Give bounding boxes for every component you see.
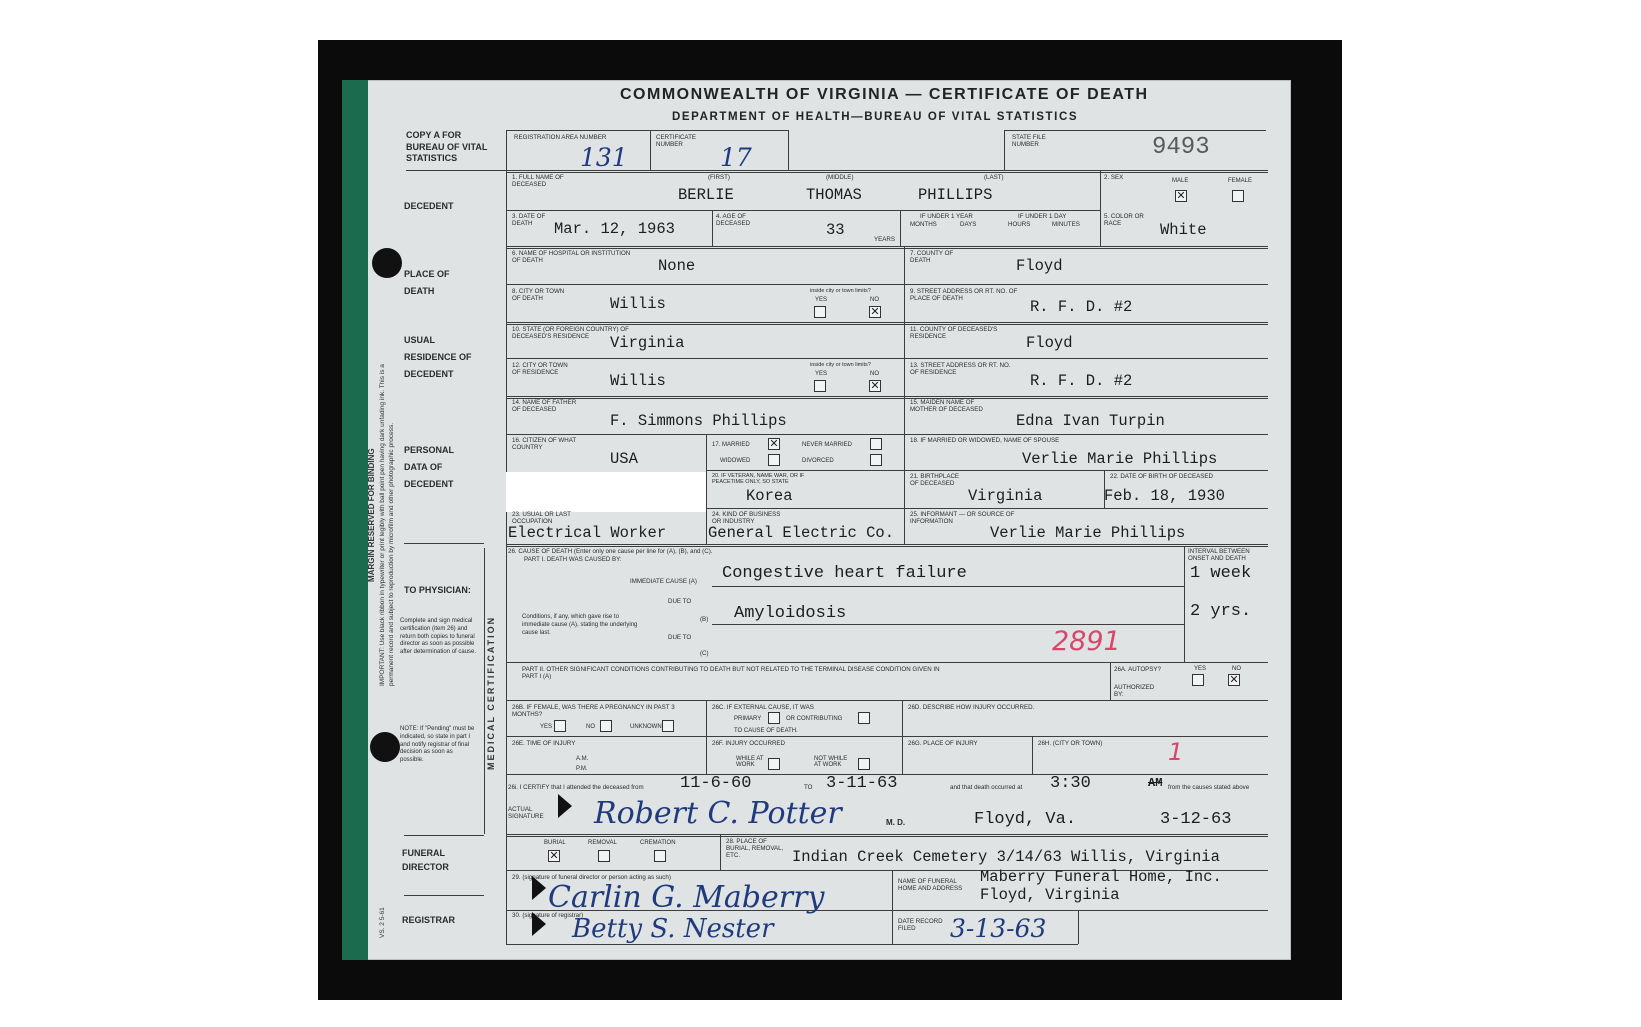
date-filed: 3-13-63 — [950, 914, 1047, 943]
autopsy-no-checkbox[interactable]: ✕ — [1229, 673, 1239, 686]
months-label: MONTHS — [910, 221, 937, 228]
document-title: COMMONWEALTH OF VIRGINIA — CERTIFICATE OF DEATH — [620, 86, 1149, 103]
county-of-residence: Floyd — [1026, 334, 1073, 352]
injury-city-label: 26H. (CITY OR TOWN) — [1038, 740, 1103, 747]
middle-name: THOMAS — [806, 186, 862, 204]
state-of-residence: Virginia — [610, 334, 685, 352]
actual-signature-label: ACTUAL SIGNATURE — [508, 806, 544, 821]
primary-label: PRIMARY — [734, 716, 762, 722]
contributing-label: OR CONTRIBUTING — [786, 716, 843, 722]
last-label: (LAST) — [984, 174, 1004, 181]
no-label: NO — [870, 297, 879, 303]
registration-area-value: 131 — [580, 143, 628, 172]
authorized-label: AUTHORIZED BY: — [1114, 684, 1155, 699]
field-28-label: 28. PLACE OF BURIAL, REMOVAL, ETC. — [726, 838, 784, 860]
section-place-of-death: PLACE OF DEATH — [404, 269, 450, 297]
female-label: FEMALE — [1228, 178, 1253, 184]
punch-hole — [372, 248, 402, 278]
removal-checkbox[interactable] — [598, 850, 610, 862]
race-value: White — [1160, 221, 1207, 239]
section-decedent: DECEDENT — [404, 201, 454, 211]
not-while-work-label: NOT WHILE AT WORK — [814, 756, 848, 768]
field-10-label: 10. STATE (OR FOREIGN COUNTRY) OF DECEASED'S RESIDENCE — [512, 326, 629, 341]
days-label: DAYS — [960, 221, 977, 228]
medical-certification-label: MEDICAL CERTIFICATION — [486, 615, 496, 770]
section-usual-residence: USUAL RESIDENCE OF DECEDENT — [404, 335, 472, 380]
section-personal-data: PERSONAL DATA OF DECEDENT — [404, 445, 454, 490]
pregnancy-yes-checkbox[interactable] — [554, 720, 566, 732]
street-of-death: R. F. D. #2 — [1030, 298, 1133, 316]
director-arrow — [532, 876, 546, 900]
divorced-label: DIVORCED — [802, 458, 834, 464]
cremation-checkbox[interactable] — [654, 850, 666, 862]
last-name: PHILLIPS — [918, 186, 993, 204]
pregnancy-label: 26B. IF FEMALE, WAS THERE A PREGNANCY IN PAST 3 MONTHS? — [512, 704, 675, 719]
copy-note: COPY A FOR BUREAU OF VITAL STATISTICS — [406, 130, 488, 164]
am-label: A.M. — [576, 756, 589, 762]
cause-b: Amyloidosis — [734, 604, 847, 623]
inside-limits-label: inside city or town limits? — [810, 362, 871, 368]
field-6-label: 6. NAME OF HOSPITAL OR INSTITUTION OF DEATH — [512, 250, 631, 265]
attended-to: 3-11-63 — [826, 774, 898, 793]
field-29-label: 29. (signature of funeral director or person acting as such) — [512, 874, 671, 881]
important-note: IMPORTANT: Use black ribbon in typewriter or print legibly with ball point pen having dark unfading ink. This is a permanent record and subject to reproduction by microfilm and other photographic process. — [379, 364, 396, 686]
widowed-label: WIDOWED — [720, 458, 751, 464]
certificate-number-label: CERTIFICATE NUMBER — [656, 134, 696, 149]
field-21-label: 21. BIRTHPLACE OF DECEASED — [910, 473, 960, 488]
field-4-label: 4. AGE OF DECEASED — [716, 213, 751, 228]
burial-label: BURIAL — [544, 840, 566, 846]
certify-label: 26i. I CERTIFY that I attended the deceased from — [508, 784, 644, 791]
yes-label: YES — [540, 724, 553, 730]
field-22-label: 22. DATE OF BIRTH OF DECEASED — [1110, 473, 1213, 480]
field-25-label: 25. INFORMANT — OR SOURCE OF INFORMATION — [910, 511, 1015, 526]
pregnancy-unknown-checkbox[interactable] — [662, 720, 674, 732]
pm-label: P.M. — [576, 766, 588, 772]
county-of-death: Floyd — [1016, 257, 1063, 275]
physician-address: Floyd, Va. — [974, 810, 1077, 829]
veteran-value: Korea — [746, 487, 793, 505]
first-label: (FIRST) — [708, 174, 730, 181]
no-label: NO — [870, 371, 879, 377]
inside-limits-label: inside city or town limits? — [810, 288, 871, 294]
pregnancy-no-checkbox[interactable] — [600, 720, 612, 732]
cause-b-marker: (B) — [700, 616, 709, 623]
death-inside-no-checkbox[interactable]: ✕ — [870, 305, 880, 318]
field-11-label: 11. COUNTY OF DECEASED'S RESIDENCE — [910, 326, 998, 341]
unknown-label: UNKNOWN — [630, 724, 662, 730]
field-26-label: 26. CAUSE OF DEATH (Enter only one cause per line for (A), (B), and (C). — [508, 548, 713, 555]
immediate-cause-label: IMMEDIATE CAUSE (A) — [630, 578, 697, 585]
part2-label: PART II. OTHER SIGNIFICANT CONDITIONS CONTRIBUTING TO DEATH BUT NOT RELATED TO THE TERMINAL DISEASE CONDITION GIVEN IN PART I (A) — [522, 666, 940, 681]
field-14-label: 14. NAME OF FATHER OF DECEASED — [512, 399, 577, 414]
registrar-arrow — [532, 912, 546, 936]
spouse-name: Verlie Marie Phillips — [1022, 450, 1218, 468]
minutes-label: MINUTES — [1052, 221, 1080, 228]
yes-label: YES — [815, 297, 828, 303]
citizen-value: USA — [610, 450, 638, 468]
to-label: TO — [804, 784, 813, 791]
autopsy-yes-checkbox[interactable] — [1192, 674, 1204, 686]
removal-label: REMOVAL — [588, 840, 617, 846]
burial-place: Indian Creek Cemetery 3/14/63 Willis, Virginia — [792, 848, 1220, 866]
under-year-label: IF UNDER 1 YEAR — [920, 213, 973, 220]
not-while-work-checkbox[interactable] — [858, 758, 870, 770]
am-mark: AM — [1148, 776, 1163, 790]
no-label: NO — [586, 724, 595, 730]
injury-work-label: 26F. INJURY OCCURRED — [712, 740, 786, 747]
state-file-value: 9493 — [1152, 134, 1210, 161]
field-16-label: 16. CITIZEN OF WHAT COUNTRY — [512, 437, 577, 452]
field-5-label: 5. COLOR OR RACE — [1104, 213, 1144, 228]
field-3-label: 3. DATE OF DEATH — [512, 213, 546, 228]
female-checkbox[interactable] — [1232, 190, 1244, 202]
punch-hole — [370, 732, 400, 762]
part1-label: PART I. DEATH WAS CAUSED BY: — [524, 556, 622, 563]
state-file-label: STATE FILE NUMBER — [1012, 134, 1046, 149]
registration-area-label: REGISTRATION AREA NUMBER — [514, 134, 607, 141]
interval-label: INTERVAL BETWEEN ONSET AND DEATH — [1188, 548, 1250, 563]
male-label: MALE — [1172, 178, 1189, 184]
res-inside-no-checkbox[interactable]: ✕ — [870, 379, 880, 392]
certificate-number-value: 17 — [720, 143, 752, 172]
res-inside-yes-checkbox[interactable] — [814, 380, 826, 392]
injury-description-label: 26D. DESCRIBE HOW INJURY OCCURRED. — [908, 704, 1035, 711]
interval-a: 1 week — [1190, 564, 1252, 583]
married-checkbox[interactable]: ✕ — [769, 437, 779, 450]
field-7-label: 7. COUNTY OF DEATH — [910, 250, 954, 265]
director-signature: Carlin G. Maberry — [548, 880, 825, 915]
middle-label: (MIDDLE) — [826, 174, 854, 181]
birthplace-value: Virginia — [968, 487, 1043, 505]
street-of-residence: R. F. D. #2 — [1030, 372, 1133, 390]
no-label: NO — [1232, 666, 1241, 672]
first-name: BERLIE — [678, 186, 734, 204]
yes-label: YES — [1194, 666, 1207, 672]
mother-name: Edna Ivan Turpin — [1016, 412, 1165, 430]
vs-code: VS. 2 5-61 — [379, 907, 386, 938]
divorced-checkbox[interactable] — [870, 454, 882, 466]
field-20-label: 20. IF VETERAN, NAME WAR, OR IF PEACETIME ONLY, SO STATE — [712, 473, 805, 486]
section-funeral-director: FUNERAL DIRECTOR — [402, 848, 449, 873]
red-code: 2891 — [1052, 626, 1121, 657]
attended-from: 11-6-60 — [680, 774, 752, 793]
field-18-label: 18. IF MARRIED OR WIDOWED, NAME OF SPOUSE — [910, 437, 1060, 444]
years-label: YEARS — [874, 236, 895, 243]
conditions-note: Conditions, if any, which gave rise to immediate cause (A), stating the underlying cause last. — [522, 614, 638, 636]
death-inside-yes-checkbox[interactable] — [814, 306, 826, 318]
field-23-label: 23. USUAL OR LAST OCCUPATION — [512, 511, 571, 526]
city-of-death: Willis — [610, 295, 666, 313]
section-registrar: REGISTRAR — [402, 915, 456, 925]
field-15-label: 15. MAIDEN NAME OF MOTHER OF DECEASED — [910, 399, 983, 414]
field-9-label: 9. STREET ADDRESS OR RT. NO. OF PLACE OF DEATH — [910, 288, 1018, 303]
city-of-residence: Willis — [610, 372, 666, 390]
male-checkbox[interactable]: ✕ — [1176, 189, 1186, 202]
pending-note: NOTE: If "Pending" must be indicated, so state in part I and notify registrar of final decision as soon as possible. — [400, 726, 475, 764]
field-1-label: 1. FULL NAME OF DECEASED — [512, 174, 564, 189]
physician-note: Complete and sign medical certification (item 26) and return both copies to funeral director as soon as possible after determination of cause. — [400, 618, 477, 656]
never-married-checkbox[interactable] — [870, 438, 882, 450]
field-8-label: 8. CITY OR TOWN OF DEATH — [512, 288, 565, 303]
father-name: F. Simmons Phillips — [610, 412, 787, 430]
binding-margin-text: MARGIN RESERVED FOR BINDING — [367, 448, 376, 582]
date-of-birth: Feb. 18, 1930 — [1104, 487, 1225, 505]
yes-label: YES — [815, 371, 828, 377]
while-work-label: WHILE AT WORK — [736, 756, 764, 768]
under-day-label: IF UNDER 1 DAY — [1018, 213, 1067, 220]
never-married-label: NEVER MARRIED — [802, 442, 853, 448]
occupation-value: Electrical Worker — [508, 524, 667, 542]
business-value: General Electric Co. — [708, 524, 895, 542]
date-of-death: Mar. 12, 1963 — [554, 220, 675, 238]
physician-signature: Robert C. Potter — [594, 796, 842, 831]
date-filed-label: DATE RECORD FILED — [898, 918, 943, 933]
redacted-area — [506, 472, 706, 512]
sex-label: 2. SEX — [1104, 174, 1124, 181]
injury-place-label: 26G. PLACE OF INJURY — [908, 740, 978, 747]
cause-c-marker: (C) — [700, 650, 709, 657]
to-cause-label: TO CAUSE OF DEATH. — [734, 728, 798, 734]
field-24-label: 24. KIND OF BUSINESS OR INDUSTRY — [712, 511, 781, 526]
widowed-checkbox[interactable] — [768, 454, 780, 466]
injury-time-label: 26E. TIME OF INJURY — [512, 740, 576, 747]
field-13-label: 13. STREET ADDRESS OR RT. NO. OF RESIDENCE — [910, 362, 1011, 377]
registrar-signature: Betty S. Nester — [572, 914, 774, 944]
hospital-value: None — [658, 257, 696, 275]
field-30-label: 30. (signature of registrar) — [512, 912, 584, 919]
death-time: 3:30 — [1050, 774, 1091, 793]
document-subtitle: DEPARTMENT OF HEALTH—BUREAU OF VITAL STATISTICS — [672, 111, 1079, 123]
interval-b: 2 yrs. — [1190, 602, 1252, 621]
signature-arrow — [558, 794, 572, 818]
married-label: 17. MARRIED — [712, 442, 750, 448]
external-cause-label: 26C. IF EXTERNAL CAUSE, IT WAS — [712, 704, 814, 711]
green-binding-strip — [342, 80, 368, 960]
informant-value: Verlie Marie Phillips — [990, 524, 1186, 542]
cremation-label: CREMATION — [640, 840, 676, 846]
funeral-home-name: Maberry Funeral Home, Inc. — [980, 868, 1222, 886]
red-mark: 1 — [1168, 738, 1184, 766]
autopsy-label: 26A. AUTOPSY? — [1114, 666, 1162, 673]
age-value: 33 — [826, 221, 845, 239]
hours-label: HOURS — [1008, 221, 1031, 228]
funeral-home-city: Floyd, Virginia — [980, 886, 1120, 904]
due-to-label: DUE TO — [668, 634, 692, 641]
contributing-checkbox[interactable] — [858, 712, 870, 724]
while-work-checkbox[interactable] — [768, 758, 780, 770]
funeral-home-label: NAME OF FUNERAL HOME AND ADDRESS — [898, 878, 963, 893]
date-signed: 3-12-63 — [1160, 810, 1232, 829]
burial-checkbox[interactable]: ✕ — [549, 849, 559, 862]
cause-a: Congestive heart failure — [722, 564, 967, 583]
due-to-label: DUE TO — [668, 598, 692, 605]
section-to-physician: TO PHYSICIAN: — [404, 585, 471, 595]
field-12-label: 12. CITY OR TOWN OF RESIDENCE — [512, 362, 568, 377]
from-causes-label: from the causes stated above — [1168, 784, 1250, 791]
primary-checkbox[interactable] — [768, 712, 780, 724]
death-at-label: and that death occurred at — [950, 784, 1023, 791]
md-label: M. D. — [886, 818, 906, 827]
